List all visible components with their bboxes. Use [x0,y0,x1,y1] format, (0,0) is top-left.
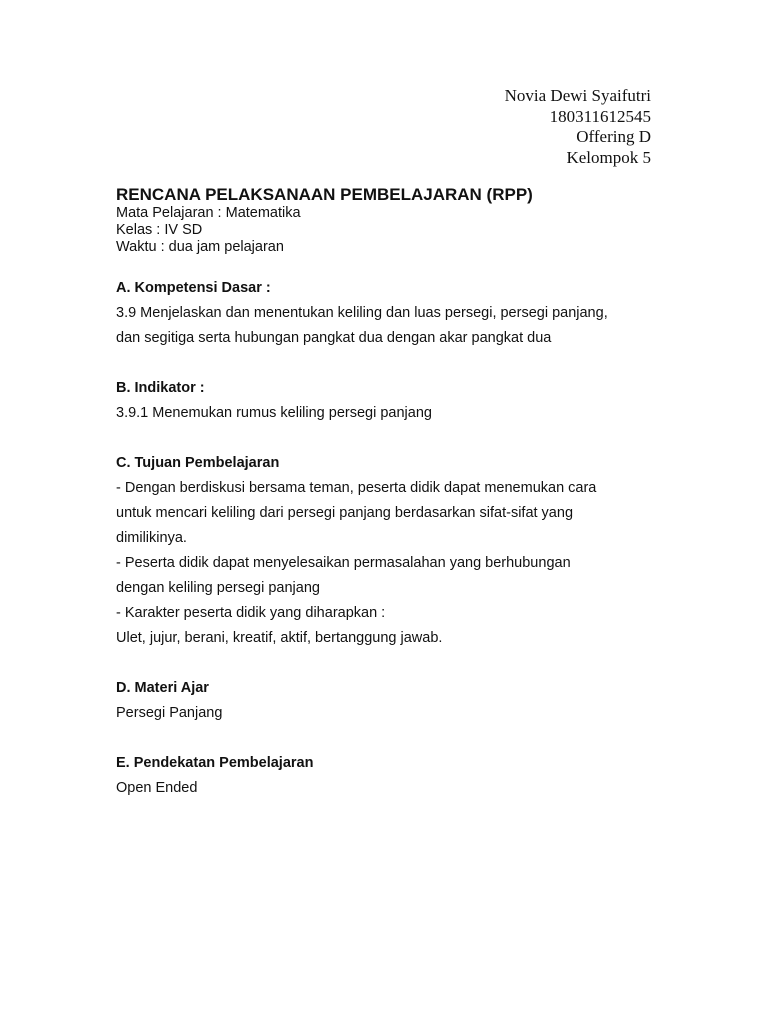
student-id: 180311612545 [549,106,651,126]
spacer [116,426,656,451]
section-pendekatan-pembelajaran [116,751,656,801]
subject-line: Mata Pelajaran : Matematika [116,205,301,221]
paragraph-line: 3.9 Menjelaskan dan menentukan keliling dan luas persegi, persegi panjang, [116,305,608,321]
document-title: RENCANA PELAKSANAAN PEMBELAJARAN (RPP) [116,185,533,204]
author-name: Novia Dewi Syaifutri [504,86,651,105]
section-tujuan-pembelajaran [116,451,656,651]
section-indikator [116,376,656,426]
paragraph-line: dengan keliling persegi panjang [116,580,320,596]
offering-label: Offering D [576,127,651,146]
time-line: Waktu : dua jam pelajaran [116,239,284,255]
spacer [116,256,656,276]
paragraph-line: Persegi Panjang [116,705,223,721]
section-title: E. Pendekatan Pembelajaran [116,755,314,771]
paragraph-line: Ulet, jujur, berani, kreatif, aktif, bertanggung jawab. [116,630,443,646]
author-header [505,86,651,168]
spacer [116,726,656,751]
paragraph-line: Open Ended [116,780,198,796]
section-title: A. Kompetensi Dasar : [116,280,271,296]
paragraph-line: - Karakter peserta didik yang diharapkan : [116,605,386,621]
grade-line: Kelas : IV SD [116,222,203,238]
group-label: Kelompok 5 [566,147,651,167]
section-title: D. Materi Ajar [116,680,209,696]
spacer [116,651,656,676]
section-title: B. Indikator : [116,380,205,396]
spacer [116,351,656,376]
paragraph-line: - Peserta didik dapat menyelesaikan permasalahan yang berhubungan [116,555,571,571]
document-body [116,184,656,801]
paragraph-line: 3.9.1 Menemukan rumus keliling persegi panjang [116,405,432,421]
section-kompetensi-dasar [116,276,656,351]
section-materi-ajar [116,676,656,726]
paragraph-line: - Dengan berdiskusi bersama teman, peserta didik dapat menemukan cara [116,480,597,496]
section-title: C. Tujuan Pembelajaran [116,455,280,471]
paragraph-line: dimilikinya. [116,530,187,546]
paragraph-line: dan segitiga serta hubungan pangkat dua dengan akar pangkat dua [116,330,552,346]
paragraph-line: untuk mencari keliling dari persegi panjang berdasarkan sifat-sifat yang [116,505,574,521]
